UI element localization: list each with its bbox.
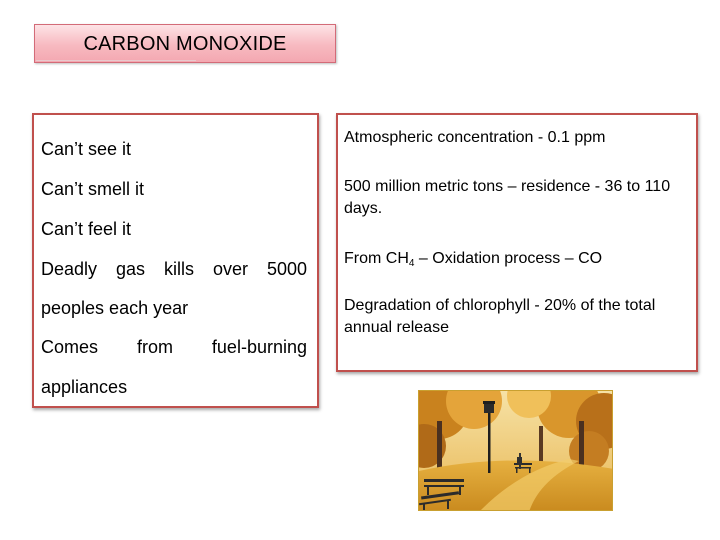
fact-metric-tons: 500 million metric tons – residence - 36 to 110 days. [344,178,671,217]
word: fuel-burning [211,337,307,357]
right-text-box [336,113,698,372]
line-deadly-gas [41,259,307,280]
fact-oxidation-a: From CH [344,250,409,267]
line-peoples: peoples each year [41,298,189,318]
word: Comes [41,337,99,357]
line-cant-smell: Can’t smell it [41,179,145,199]
word: Deadly [41,259,98,279]
line-comes-from [41,337,307,358]
title-underline [36,60,196,61]
word: 5000 [266,259,307,279]
left-text-box [32,113,319,408]
subscript-4: 4 [408,258,415,269]
fact-chlorophyll: Degradation of chlorophyll - 20% of the total annual release [344,297,656,336]
word: gas [116,259,146,279]
word: kills [164,259,194,279]
fact-oxidation [344,248,684,270]
title-box [34,24,336,63]
slide-title: CARBON MONOXIDE [83,33,287,55]
word: from [136,337,173,357]
autumn-park-image [418,390,613,511]
line-cant-see: Can’t see it [41,139,132,159]
word: over [212,259,248,279]
line-cant-feel: Can’t feel it [41,219,132,239]
fact-oxidation-b: – Oxidation process – CO [414,250,603,267]
fact-concentration: Atmospheric concentration - 0.1 ppm [344,129,606,146]
line-appliances: appliances [41,377,128,397]
